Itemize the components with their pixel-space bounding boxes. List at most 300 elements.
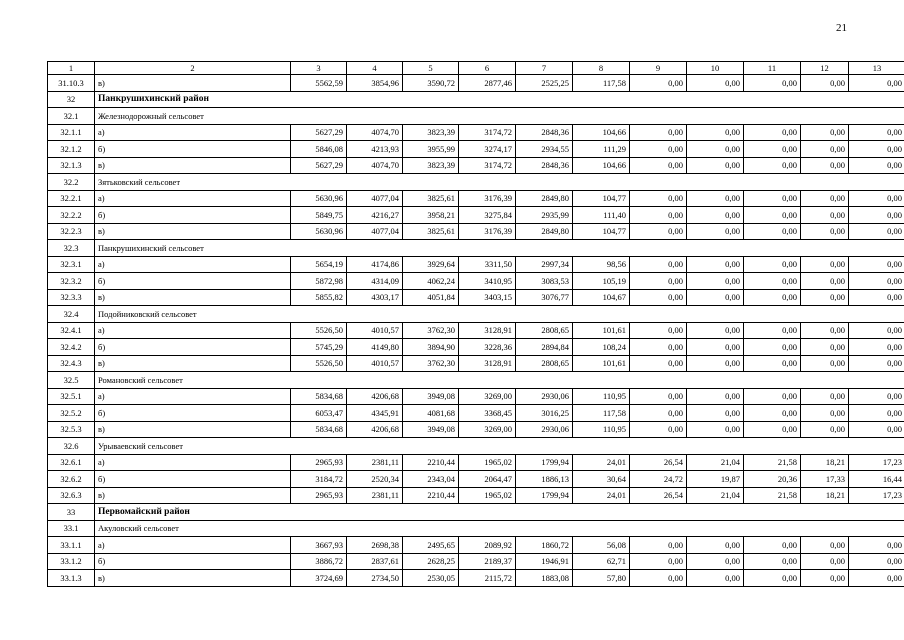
value-cell: 1965,02 xyxy=(459,487,516,504)
row-number: 32.5.3 xyxy=(48,421,95,438)
row-variant: а) xyxy=(95,190,291,207)
value-cell: 4074,70 xyxy=(347,157,403,174)
value-cell: 0,00 xyxy=(849,322,904,339)
value-cell: 16,44 xyxy=(849,471,904,488)
table-body xyxy=(48,62,904,587)
value-cell: 5630,96 xyxy=(291,190,347,207)
value-cell: 0,00 xyxy=(687,157,744,174)
value-cell: 0,00 xyxy=(801,537,849,554)
value-cell: 3176,39 xyxy=(459,223,516,240)
value-cell: 0,00 xyxy=(849,75,904,92)
district-name: Панкрушихинский район xyxy=(95,91,904,108)
row-number: 33.1 xyxy=(48,520,95,537)
value-cell: 1799,94 xyxy=(516,487,573,504)
value-cell: 2808,65 xyxy=(516,322,573,339)
value-cell: 3958,21 xyxy=(403,207,459,224)
value-cell: 3228,36 xyxy=(459,339,516,356)
value-cell: 3825,61 xyxy=(403,223,459,240)
value-cell: 2089,92 xyxy=(459,537,516,554)
value-cell: 0,00 xyxy=(630,537,687,554)
row-number: 32.6.2 xyxy=(48,471,95,488)
tariff-table xyxy=(47,61,904,587)
value-cell: 2997,34 xyxy=(516,256,573,273)
value-cell: 0,00 xyxy=(744,273,801,290)
value-cell: 4077,04 xyxy=(347,190,403,207)
value-cell: 1886,13 xyxy=(516,471,573,488)
row-variant: в) xyxy=(95,289,291,306)
value-cell: 0,00 xyxy=(801,75,849,92)
row-number: 32.5.1 xyxy=(48,388,95,405)
table-row xyxy=(48,289,904,306)
value-cell: 3886,72 xyxy=(291,553,347,570)
row-number: 32.6 xyxy=(48,438,95,455)
value-cell: 6053,47 xyxy=(291,405,347,422)
council-header-row xyxy=(48,174,904,191)
value-cell: 2848,36 xyxy=(516,157,573,174)
value-cell: 5872,98 xyxy=(291,273,347,290)
value-cell: 2930,06 xyxy=(516,421,573,438)
row-number: 32.2.3 xyxy=(48,223,95,240)
header-row xyxy=(48,62,904,75)
value-cell: 5654,19 xyxy=(291,256,347,273)
value-cell: 0,00 xyxy=(630,273,687,290)
value-cell: 3269,00 xyxy=(459,421,516,438)
value-cell: 3174,72 xyxy=(459,124,516,141)
value-cell: 21,58 xyxy=(744,454,801,471)
row-number: 32.1.2 xyxy=(48,141,95,158)
row-number: 32.4.2 xyxy=(48,339,95,356)
value-cell: 104,77 xyxy=(573,190,630,207)
value-cell: 18,21 xyxy=(801,487,849,504)
value-cell: 0,00 xyxy=(687,339,744,356)
value-cell: 5855,82 xyxy=(291,289,347,306)
column-header: 4 xyxy=(347,62,403,75)
value-cell: 2894,84 xyxy=(516,339,573,356)
value-cell: 0,00 xyxy=(630,256,687,273)
value-cell: 2848,36 xyxy=(516,124,573,141)
value-cell: 2930,06 xyxy=(516,388,573,405)
value-cell: 0,00 xyxy=(801,405,849,422)
value-cell: 2520,34 xyxy=(347,471,403,488)
value-cell: 0,00 xyxy=(744,190,801,207)
table-row xyxy=(48,537,904,554)
value-cell: 3274,17 xyxy=(459,141,516,158)
row-variant: а) xyxy=(95,124,291,141)
row-number: 32.2 xyxy=(48,174,95,191)
column-header: 11 xyxy=(744,62,801,75)
value-cell: 3176,39 xyxy=(459,190,516,207)
value-cell: 4074,70 xyxy=(347,124,403,141)
value-cell: 3823,39 xyxy=(403,157,459,174)
value-cell: 0,00 xyxy=(687,355,744,372)
value-cell: 0,00 xyxy=(801,157,849,174)
value-cell: 4010,57 xyxy=(347,322,403,339)
table-row xyxy=(48,553,904,570)
row-variant: в) xyxy=(95,487,291,504)
value-cell: 17,33 xyxy=(801,471,849,488)
value-cell: 4314,09 xyxy=(347,273,403,290)
value-cell: 111,29 xyxy=(573,141,630,158)
value-cell: 0,00 xyxy=(687,190,744,207)
value-cell: 0,00 xyxy=(687,553,744,570)
value-cell: 24,01 xyxy=(573,454,630,471)
row-variant: б) xyxy=(95,339,291,356)
value-cell: 0,00 xyxy=(744,124,801,141)
council-name: Урываевский сельсовет xyxy=(95,438,904,455)
value-cell: 0,00 xyxy=(630,75,687,92)
row-number: 32.1 xyxy=(48,108,95,125)
council-name: Подойниковский сельсовет xyxy=(95,306,904,323)
value-cell: 0,00 xyxy=(687,421,744,438)
council-header-row xyxy=(48,108,904,125)
value-cell: 3410,95 xyxy=(459,273,516,290)
row-number: 32.5.2 xyxy=(48,405,95,422)
district-name: Первомайский район xyxy=(95,504,904,521)
value-cell: 3825,61 xyxy=(403,190,459,207)
column-header: 3 xyxy=(291,62,347,75)
value-cell: 5562,59 xyxy=(291,75,347,92)
row-variant: б) xyxy=(95,405,291,422)
council-header-row xyxy=(48,438,904,455)
value-cell: 3762,30 xyxy=(403,355,459,372)
value-cell: 5846,08 xyxy=(291,141,347,158)
value-cell: 3128,91 xyxy=(459,355,516,372)
value-cell: 0,00 xyxy=(744,289,801,306)
row-variant: в) xyxy=(95,421,291,438)
row-number: 32.3.2 xyxy=(48,273,95,290)
value-cell: 1883,08 xyxy=(516,570,573,587)
value-cell: 0,00 xyxy=(744,223,801,240)
column-header: 12 xyxy=(801,62,849,75)
value-cell: 0,00 xyxy=(630,207,687,224)
value-cell: 4077,04 xyxy=(347,223,403,240)
table-row xyxy=(48,190,904,207)
value-cell: 0,00 xyxy=(744,256,801,273)
value-cell: 3823,39 xyxy=(403,124,459,141)
value-cell: 3311,50 xyxy=(459,256,516,273)
row-number: 32.4.1 xyxy=(48,322,95,339)
value-cell: 0,00 xyxy=(687,388,744,405)
value-cell: 0,00 xyxy=(630,405,687,422)
column-header: 1 xyxy=(48,62,95,75)
value-cell: 2849,80 xyxy=(516,190,573,207)
council-header-row xyxy=(48,372,904,389)
value-cell: 0,00 xyxy=(849,157,904,174)
value-cell: 18,21 xyxy=(801,454,849,471)
table-row xyxy=(48,570,904,587)
row-number: 32.6.3 xyxy=(48,487,95,504)
value-cell: 0,00 xyxy=(630,322,687,339)
value-cell: 0,00 xyxy=(687,124,744,141)
value-cell: 0,00 xyxy=(801,223,849,240)
value-cell: 2525,25 xyxy=(516,75,573,92)
value-cell: 111,40 xyxy=(573,207,630,224)
column-header: 10 xyxy=(687,62,744,75)
value-cell: 3894,90 xyxy=(403,339,459,356)
value-cell: 0,00 xyxy=(744,388,801,405)
column-header: 5 xyxy=(403,62,459,75)
value-cell: 2210,44 xyxy=(403,454,459,471)
table-row xyxy=(48,223,904,240)
row-number: 32.1.3 xyxy=(48,157,95,174)
value-cell: 0,00 xyxy=(687,289,744,306)
value-cell: 0,00 xyxy=(801,553,849,570)
value-cell: 20,36 xyxy=(744,471,801,488)
value-cell: 0,00 xyxy=(849,355,904,372)
value-cell: 0,00 xyxy=(849,273,904,290)
row-variant: а) xyxy=(95,388,291,405)
value-cell: 0,00 xyxy=(744,570,801,587)
value-cell: 0,00 xyxy=(801,570,849,587)
row-number: 32.3.3 xyxy=(48,289,95,306)
row-number: 32 xyxy=(48,91,95,108)
value-cell: 0,00 xyxy=(744,322,801,339)
value-cell: 0,00 xyxy=(801,141,849,158)
value-cell: 0,00 xyxy=(849,537,904,554)
table-row xyxy=(48,388,904,405)
value-cell: 0,00 xyxy=(849,405,904,422)
value-cell: 4010,57 xyxy=(347,355,403,372)
value-cell: 0,00 xyxy=(801,289,849,306)
value-cell: 5834,68 xyxy=(291,421,347,438)
value-cell: 0,00 xyxy=(687,322,744,339)
value-cell: 3955,99 xyxy=(403,141,459,158)
row-variant: в) xyxy=(95,570,291,587)
value-cell: 104,66 xyxy=(573,124,630,141)
district-header-row xyxy=(48,91,904,108)
value-cell: 3949,08 xyxy=(403,388,459,405)
value-cell: 0,00 xyxy=(849,339,904,356)
value-cell: 17,23 xyxy=(849,487,904,504)
value-cell: 5834,68 xyxy=(291,388,347,405)
value-cell: 2189,37 xyxy=(459,553,516,570)
value-cell: 4216,27 xyxy=(347,207,403,224)
row-variant: б) xyxy=(95,471,291,488)
value-cell: 1799,94 xyxy=(516,454,573,471)
table-row xyxy=(48,487,904,504)
council-header-row xyxy=(48,240,904,257)
value-cell: 108,24 xyxy=(573,339,630,356)
value-cell: 104,66 xyxy=(573,157,630,174)
value-cell: 0,00 xyxy=(801,421,849,438)
value-cell: 26,54 xyxy=(630,487,687,504)
table-row xyxy=(48,405,904,422)
value-cell: 0,00 xyxy=(630,223,687,240)
row-number: 33 xyxy=(48,504,95,521)
table-row xyxy=(48,157,904,174)
value-cell: 21,04 xyxy=(687,454,744,471)
row-number: 33.1.2 xyxy=(48,553,95,570)
value-cell: 2934,55 xyxy=(516,141,573,158)
value-cell: 24,72 xyxy=(630,471,687,488)
row-number: 32.1.1 xyxy=(48,124,95,141)
value-cell: 110,95 xyxy=(573,421,630,438)
value-cell: 3184,72 xyxy=(291,471,347,488)
value-cell: 21,04 xyxy=(687,487,744,504)
value-cell: 4213,93 xyxy=(347,141,403,158)
value-cell: 3724,69 xyxy=(291,570,347,587)
value-cell: 2115,72 xyxy=(459,570,516,587)
value-cell: 0,00 xyxy=(744,157,801,174)
value-cell: 2381,11 xyxy=(347,487,403,504)
row-number: 32.5 xyxy=(48,372,95,389)
value-cell: 24,01 xyxy=(573,487,630,504)
value-cell: 0,00 xyxy=(630,355,687,372)
value-cell: 0,00 xyxy=(630,388,687,405)
value-cell: 0,00 xyxy=(849,190,904,207)
value-cell: 0,00 xyxy=(744,553,801,570)
row-variant: б) xyxy=(95,553,291,570)
row-variant: а) xyxy=(95,454,291,471)
value-cell: 2343,04 xyxy=(403,471,459,488)
value-cell: 0,00 xyxy=(801,339,849,356)
value-cell: 3368,45 xyxy=(459,405,516,422)
value-cell: 0,00 xyxy=(744,421,801,438)
value-cell: 0,00 xyxy=(849,388,904,405)
value-cell: 4206,68 xyxy=(347,388,403,405)
table-row xyxy=(48,454,904,471)
value-cell: 3269,00 xyxy=(459,388,516,405)
row-number: 32.4.3 xyxy=(48,355,95,372)
value-cell: 0,00 xyxy=(744,75,801,92)
value-cell: 1946,91 xyxy=(516,553,573,570)
value-cell: 0,00 xyxy=(687,273,744,290)
value-cell: 0,00 xyxy=(801,388,849,405)
value-cell: 0,00 xyxy=(744,537,801,554)
row-number: 32.3.1 xyxy=(48,256,95,273)
council-header-row xyxy=(48,306,904,323)
column-header: 13 xyxy=(849,62,904,75)
table-row xyxy=(48,322,904,339)
value-cell: 0,00 xyxy=(630,421,687,438)
page-number: 21 xyxy=(836,22,847,34)
value-cell: 5849,75 xyxy=(291,207,347,224)
value-cell: 0,00 xyxy=(630,190,687,207)
value-cell: 0,00 xyxy=(687,141,744,158)
value-cell: 4051,84 xyxy=(403,289,459,306)
column-header: 8 xyxy=(573,62,630,75)
value-cell: 0,00 xyxy=(687,207,744,224)
council-name: Железнодорожный сельсовет xyxy=(95,108,904,125)
row-variant: б) xyxy=(95,141,291,158)
value-cell: 2935,99 xyxy=(516,207,573,224)
value-cell: 3762,30 xyxy=(403,322,459,339)
value-cell: 0,00 xyxy=(687,75,744,92)
council-name: Зятьковский сельсовет xyxy=(95,174,904,191)
column-header: 2 xyxy=(95,62,291,75)
table-row xyxy=(48,421,904,438)
value-cell: 5630,96 xyxy=(291,223,347,240)
value-cell: 56,08 xyxy=(573,537,630,554)
value-cell: 117,58 xyxy=(573,75,630,92)
value-cell: 0,00 xyxy=(630,289,687,306)
row-number: 32.2.1 xyxy=(48,190,95,207)
value-cell: 2628,25 xyxy=(403,553,459,570)
value-cell: 0,00 xyxy=(687,405,744,422)
table-row xyxy=(48,141,904,158)
value-cell: 4345,91 xyxy=(347,405,403,422)
value-cell: 0,00 xyxy=(630,124,687,141)
table-row xyxy=(48,124,904,141)
value-cell: 110,95 xyxy=(573,388,630,405)
value-cell: 2064,47 xyxy=(459,471,516,488)
value-cell: 1860,72 xyxy=(516,537,573,554)
value-cell: 4303,17 xyxy=(347,289,403,306)
value-cell: 2965,93 xyxy=(291,487,347,504)
value-cell: 0,00 xyxy=(687,537,744,554)
value-cell: 1965,02 xyxy=(459,454,516,471)
value-cell: 0,00 xyxy=(849,223,904,240)
row-variant: в) xyxy=(95,223,291,240)
value-cell: 0,00 xyxy=(849,421,904,438)
value-cell: 57,80 xyxy=(573,570,630,587)
value-cell: 104,67 xyxy=(573,289,630,306)
value-cell: 2734,50 xyxy=(347,570,403,587)
value-cell: 19,87 xyxy=(687,471,744,488)
value-cell: 0,00 xyxy=(849,141,904,158)
row-number: 33.1.3 xyxy=(48,570,95,587)
value-cell: 3016,25 xyxy=(516,405,573,422)
value-cell: 101,61 xyxy=(573,322,630,339)
row-variant: в) xyxy=(95,157,291,174)
value-cell: 105,19 xyxy=(573,273,630,290)
value-cell: 0,00 xyxy=(849,553,904,570)
value-cell: 4149,80 xyxy=(347,339,403,356)
value-cell: 3949,08 xyxy=(403,421,459,438)
row-variant: а) xyxy=(95,537,291,554)
column-header: 6 xyxy=(459,62,516,75)
council-name: Акуловский сельсовет xyxy=(95,520,904,537)
value-cell: 0,00 xyxy=(849,256,904,273)
row-variant: а) xyxy=(95,256,291,273)
value-cell: 62,71 xyxy=(573,553,630,570)
value-cell: 17,23 xyxy=(849,454,904,471)
value-cell: 26,54 xyxy=(630,454,687,471)
table-row xyxy=(48,207,904,224)
value-cell: 0,00 xyxy=(630,157,687,174)
table-row xyxy=(48,256,904,273)
value-cell: 0,00 xyxy=(630,570,687,587)
value-cell: 2837,61 xyxy=(347,553,403,570)
value-cell: 0,00 xyxy=(849,289,904,306)
table-row xyxy=(48,273,904,290)
value-cell: 4062,24 xyxy=(403,273,459,290)
value-cell: 3083,53 xyxy=(516,273,573,290)
value-cell: 104,77 xyxy=(573,223,630,240)
value-cell: 0,00 xyxy=(744,355,801,372)
value-cell: 3854,96 xyxy=(347,75,403,92)
row-number: 32.3 xyxy=(48,240,95,257)
row-variant: б) xyxy=(95,273,291,290)
value-cell: 0,00 xyxy=(801,124,849,141)
value-cell: 3403,15 xyxy=(459,289,516,306)
value-cell: 3667,93 xyxy=(291,537,347,554)
row-variant: в) xyxy=(95,355,291,372)
value-cell: 0,00 xyxy=(801,273,849,290)
value-cell: 2698,38 xyxy=(347,537,403,554)
row-number: 31.10.3 xyxy=(48,75,95,92)
value-cell: 2965,93 xyxy=(291,454,347,471)
column-header: 9 xyxy=(630,62,687,75)
table-row xyxy=(48,355,904,372)
row-variant: а) xyxy=(95,322,291,339)
value-cell: 2210,44 xyxy=(403,487,459,504)
value-cell: 0,00 xyxy=(801,355,849,372)
value-cell: 4081,68 xyxy=(403,405,459,422)
value-cell: 0,00 xyxy=(849,124,904,141)
row-number: 32.4 xyxy=(48,306,95,323)
row-variant: б) xyxy=(95,207,291,224)
